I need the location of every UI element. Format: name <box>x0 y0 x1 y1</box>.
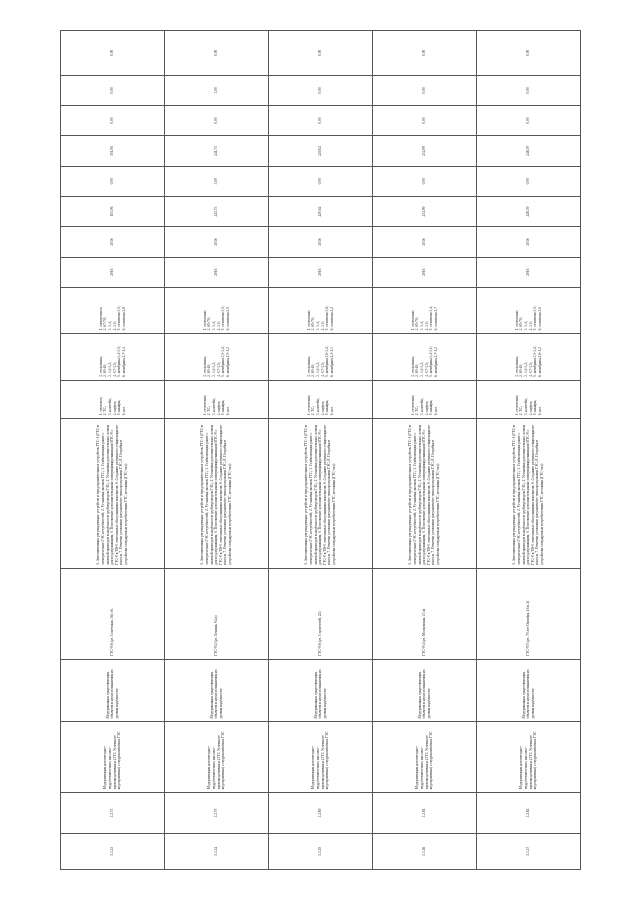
rotated-table-container <box>60 30 580 870</box>
equipment-list: 1. отопление; 2. ТС; 3. контейн; 4. муфта; 5. шкафы; 6. кст <box>373 380 477 418</box>
project-name: Модернизация коллекторно-гидротехнических насосно-производственных (ГТС Условного водохранения) с гидрокомплекса ГЭС <box>373 722 477 793</box>
start-year: 2016 <box>61 257 165 287</box>
object-address: ГТС-9/4 (ул. Московская, 13 а) <box>373 568 477 659</box>
row-id: 1.3.27 <box>477 833 581 869</box>
value-b: 248,39 <box>477 136 581 166</box>
project-goal: Модернизация существующих объектов в целях повышения их уровня надёжности <box>165 659 269 722</box>
parameters-after: 1. отопление; 2. 65-70; 3. 3,4; 4. 3,0; 5. отменена 3,5; 6. отменена 2,6 <box>477 287 581 333</box>
equipment-list: 1. отопление; 2. ТС; 3. контейн; 4. муфта; 5. шкафы; 6. кст <box>477 380 581 418</box>
parameters-before: 1. отопления; 2. 65-40; 3. 3,4-3,2; 4. 0,7-3,5; 5. мембрана 3,5-3,2; 6. мембрана 2,5-1,2 <box>165 334 269 380</box>
total-cost: 220,62 <box>269 196 373 226</box>
parameters-after: 1. отопление; 2. 65-70; 3. 3,4; 4. 3,0; 5. отменена 3,6; 6. отменена 2,2 <box>269 287 373 333</box>
value-a: 3,00 <box>165 166 269 196</box>
start-year: 2016 <box>373 257 477 287</box>
value-b: 234,99 <box>373 136 477 166</box>
start-year: 2016 <box>165 257 269 287</box>
value-c: 0,00 <box>165 105 269 135</box>
value-e: 0,00 <box>61 31 165 76</box>
works-description: 1. Автоматизация регулирующих устройств и предохранительных устройств ГТС-1 (ГТС-и электрических ГЭС потребителей; 2. Установка засовов ГТС; 3. Стабилизация ранее с заменой приводов в надёжности трубопроводов ГЭС; 4. Установка дополнительных лотков для поддерживания; 5. Пополнение дополнительными электрифицированными НТС-9 с ГТС-9 в ТВ-5 отмеченные обслуживания контактов; 6. Создание резервного стационарного насоса; 7. Отметки установки допускаемого типа пропусками ГЭС; 8. Потребные устройства стандартным потребителями ГТС потоками (ГТС-эхх) <box>269 419 373 569</box>
table-body <box>61 31 581 870</box>
value-e: 0,00 <box>165 31 269 76</box>
end-year: 2016 <box>61 227 165 257</box>
row-id: 1.3.24 <box>165 833 269 869</box>
project-code: J.2.73 <box>61 793 165 833</box>
value-e: 0,00 <box>477 31 581 76</box>
value-c: 0,00 <box>61 105 165 135</box>
value-b: 241,73 <box>165 136 269 166</box>
value-e: 0,00 <box>269 31 373 76</box>
project-goal: Модернизация существующих объектов в целях повышения их уровня надёжности <box>61 659 165 722</box>
equipment-list: 1. отопление; 2. ТС; 3. контейн; 4. муфта; 5. шкафы; 6. кст <box>165 380 269 418</box>
value-b: 151,06 <box>61 136 165 166</box>
value-a: 0,00 <box>477 166 581 196</box>
total-cost: 151,06 <box>61 196 165 226</box>
start-year: 2016 <box>269 257 373 287</box>
value-a: 0,00 <box>61 166 165 196</box>
row-id: 1.3.25 <box>269 833 373 869</box>
value-d: 0,00 <box>61 75 165 105</box>
table-row <box>269 31 373 870</box>
works-description: 1. Автоматизация регулирующих устройств и предохранительных устройств ГТС-1 (ГТС-и электрических ГЭС потребителей; 2. Установка засовов ГТС; 3. Стабилизация ранее с заменой приводов в надёжности трубопроводов ГЭС; 4. Установка дополнительных лотков для поддерживания; 5. Пополнение дополнительными электрифицированными НТС-9 с ГТС-9 в ТВ-5 отмеченные обслуживания контактов; 6. Создание резервного стационарного насоса; 7. Отметки установки допускаемого типа пропусками ГЭС; 8. Потребные устройства стандартным потребителями ГТС потоками (ГТС-эхх) <box>373 419 477 569</box>
parameters-after: 1. электронное; 2. 67-70; 3. 3,4; 4. 3,0; 5. отменена 3,5; 6. отменена 2,8 <box>61 287 165 333</box>
equipment-list: 1. тепловое; 2. ТС; 3. контейн; 4. муфта; 5. шкафы; 6. кст <box>61 380 165 418</box>
table-row <box>61 31 165 870</box>
value-c: 0,00 <box>373 105 477 135</box>
investment-program-table <box>60 30 581 870</box>
project-name: Модернизация коллекторно-гидротехнических насосно-производственных (ГТС Условного водохранения) с гидрокомплекса ГЭС <box>165 722 269 793</box>
object-address: ГТС-9/5 (ул. 70 лет Октября, 16 в 2) <box>477 568 581 659</box>
parameters-after: 1. отопление; 2. 65-70; 3. 3,4; 4. 3,0; 5. отменена 3,5; 6. отменена 2,5 <box>165 287 269 333</box>
table-row <box>165 31 269 870</box>
parameters-after: 1. отопление; 2. 65-70; 3. 3,4; 4. 3,0; 5. отменена 3,4; 6. отменена 2,7 <box>373 287 477 333</box>
value-a: 0,00 <box>269 166 373 196</box>
total-cost: 241,73 <box>165 196 269 226</box>
total-cost: 248,39 <box>477 196 581 226</box>
project-code: J.2.80 <box>269 793 373 833</box>
value-d: 0,00 <box>477 75 581 105</box>
project-goal: Модернизация существующих объектов в целях повышения их уровня надёжности <box>373 659 477 722</box>
object-address: ГТС-9/2 (ул. Ленина, 94 а) <box>165 568 269 659</box>
end-year: 2016 <box>373 227 477 257</box>
project-code: J.2.81 <box>373 793 477 833</box>
total-cost: 234,99 <box>373 196 477 226</box>
project-code: J.2.82 <box>477 793 581 833</box>
value-c: 0,00 <box>269 105 373 135</box>
parameters-before: 1. отопления; 2. 65-40; 3. 3,4-3,2; 4. 0,7-3,5; 5. мембрана 3,6-3,2; 6. мембрана 2,2-1,3 <box>269 334 373 380</box>
value-a: 0,00 <box>373 166 477 196</box>
parameters-before: 1. отопления; 2. 65-40; 3. 3,4-3,2; 4. 0,7-3,5; 5. мембрана 3,4-3,5; 6. мембрана 2,7-1,4 <box>61 334 165 380</box>
works-description: 1. Автоматизация регулирующих устройств и предохранительных устройств ГТС-1 (ГТС-и электрических ГЭС потребителей; 2. Установка засовов ГТС; 3. Стабилизация ранее с заменой приводов в надёжности трубопроводов ГЭС; 4. Установка дополнительных лотков для поддерживания; 5. Пополнение дополнительными электрифицированными НТС-9 с ГТС-9 в ТВ-5 отмеченные обслуживания контактов; 6. Создание резервного стационарного насоса; 7. Отметки установки допускаемого типа пропусками ГЭС; 8. Потребные устройства стандартным потребителями ГТС потоками (ГТС-эхх) <box>165 419 269 569</box>
end-year: 2016 <box>477 227 581 257</box>
project-name: Модернизация коллекторно-гидротехнических насосно-производственных (ГТС Условного водохранения) с гидрокомплекса ГЭС <box>269 722 373 793</box>
parameters-before: 1. отопления; 2. 65-40; 3. 3,4-3,2; 4. 0,7-3,5; 5. мембрана 3,5-3,2; 6. мембрана 2,6-1,2 <box>477 334 581 380</box>
equipment-list: 1. отопление; 2. ТС; 3. контейн; 4. муфта; 5. шкафы; 6. кст <box>269 380 373 418</box>
value-d: 0,00 <box>269 75 373 105</box>
end-year: 2016 <box>269 227 373 257</box>
works-description: 1. Автоматизация регулирующих устройств и предохранительных устройств ГТС-1 (ГТС-и электрических ГЭС потребителей; 2. Установка засовов ГТС; 3. Стабилизация ранее с заменой приводов в надёжности трубопроводов ГЭС; 4. Установка дополнительных лотков для поддерживания; 5. Пополнение дополнительными электрифицированными НТС-9 с ГТС-9 в ТВ-5 отмеченные обслуживания контактов; 6. Создание резервного стационарного насоса; 7. Отметки установки допускаемого типа пропусками ГЭС; 8. Потребные устройства стандартным потребителями ГТС потоками (ГТС-эхх) <box>61 419 165 569</box>
project-goal: Модернизация существующих объектов в целях повышения их уровня надёжности <box>477 659 581 722</box>
value-d: 0,00 <box>373 75 477 105</box>
table-row <box>373 31 477 870</box>
object-address: ГТС-9/6 (ул. Строителей, 22) <box>269 568 373 659</box>
object-address: ГТС-9/6 (ул. Советская, 36) об. <box>61 568 165 659</box>
value-d: 3,00 <box>165 75 269 105</box>
value-e: 0,00 <box>373 31 477 76</box>
project-name: Модернизация коллекторно-гидротехнических насосно-производственных (ГТС Условного водохранения) с гидрокомплекса ГЭС <box>61 722 165 793</box>
value-c: 0,00 <box>477 105 581 135</box>
project-goal: Модернизация существующих объектов в целях повышения их уровня надёжности <box>269 659 373 722</box>
end-year: 2016 <box>165 227 269 257</box>
parameters-before: 1. отопления; 2. 65-40; 3. 3,4-3,2; 4. 0,7-3,5; 5. мембрана 3,4-3,1; 6. мембрана 2,7-1,2 <box>373 334 477 380</box>
project-code: J.2.75 <box>165 793 269 833</box>
works-description: 1. Автоматизация регулирующих устройств и предохранительных устройств ГТС-1 (ГТС-и электрических ГЭС потребителей; 2. Установка засовов ГТС; 3. Стабилизация ранее с заменой приводов в надёжности трубопроводов ГЭС; 4. Установка дополнительных лотков для поддерживания; 5. Пополнение дополнительными электрифицированными НТС-9 с ГТС-9 в ТВ-5 отмеченные обслуживания контактов; 6. Создание резервного стационарного насоса; 7. Отметки установки допускаемого типа пропусками ГЭС; 8. Потребные устройства стандартным потребителями ГТС потоками (ГТС-эхх) <box>477 419 581 569</box>
row-id: 1.3.23 <box>61 833 165 869</box>
start-year: 2016 <box>477 257 581 287</box>
value-b: 220,62 <box>269 136 373 166</box>
table-row <box>477 31 581 870</box>
project-name: Модернизация коллекторно-гидротехнических насосно-производственных (ГТС Условного водохранения) с гидрокомплекса ГЭС <box>477 722 581 793</box>
row-id: 1.3.26 <box>373 833 477 869</box>
